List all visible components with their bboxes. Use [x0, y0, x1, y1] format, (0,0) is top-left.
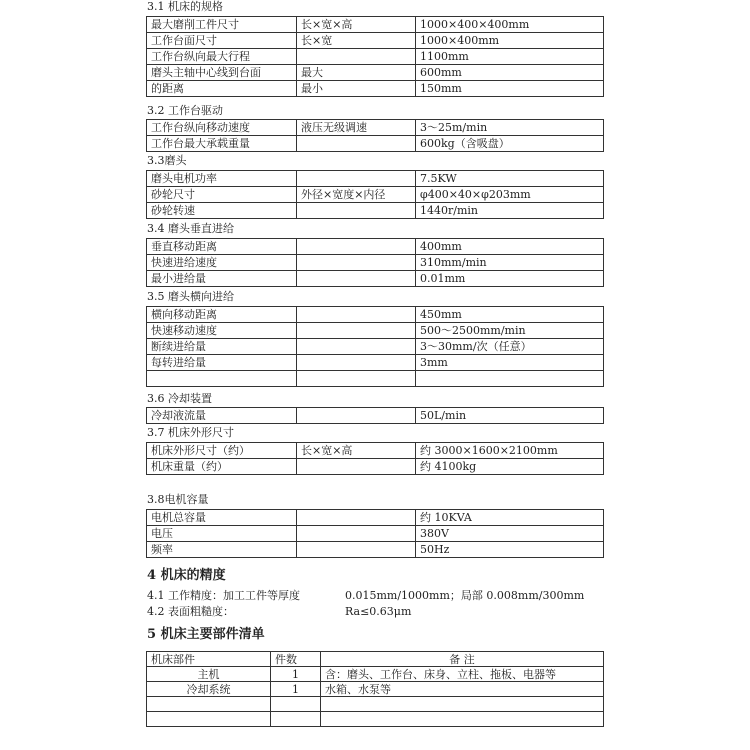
table-row [147, 136, 604, 152]
param-value: 400mm [416, 239, 604, 255]
param-condition: 外径×宽度×内径 [297, 187, 416, 203]
spec-table-3-1 [146, 16, 604, 97]
param-value: 约 4100kg [416, 459, 604, 475]
table-row [147, 271, 604, 287]
table-row [147, 120, 604, 136]
table-row [147, 459, 604, 475]
param-value: 450mm [416, 307, 604, 323]
param-value: 50Hz [416, 542, 604, 558]
component-name [147, 697, 271, 712]
section-3-2-title: 3.2 工作台驱动 [147, 104, 223, 117]
precision-line-4-2 [147, 605, 412, 619]
param-condition [297, 339, 416, 355]
param-name: 电压 [147, 526, 297, 542]
param-condition [297, 459, 416, 475]
table-row [147, 408, 604, 424]
component-remarks: 水箱、水泵等 [321, 682, 604, 697]
roughness-value: Ra≤0.63μm [345, 605, 412, 618]
param-name: 最小进给量 [147, 271, 297, 287]
param-value: 500～2500mm/min [416, 323, 604, 339]
table-row [147, 203, 604, 219]
table-row [147, 171, 604, 187]
component-quantity: 1 [271, 667, 321, 682]
param-name: 磨头主轴中心线到台面 [147, 65, 297, 81]
param-condition [297, 542, 416, 558]
param-value: φ400×40×φ203mm [416, 187, 604, 203]
component-remarks: 含：磨头、工作台、床身、立柱、拖板、电器等 [321, 667, 604, 682]
table-row [147, 682, 604, 697]
section-3-3-title: 3.3磨头 [147, 154, 187, 167]
component-name: 冷却系统 [147, 682, 271, 697]
component-quantity [271, 712, 321, 727]
param-name: 最大磨削工件尺寸 [147, 17, 297, 33]
table-row [147, 339, 604, 355]
table-row [147, 526, 604, 542]
param-value: 3～25m/min [416, 120, 604, 136]
param-condition [297, 203, 416, 219]
param-name: 电机总容量 [147, 510, 297, 526]
param-name: 工作台纵向最大行程 [147, 49, 297, 65]
section-3-1-title: 3.1 机床的规格 [147, 0, 223, 13]
precision-line-4-1 [147, 589, 585, 603]
param-value: 约 10KVA [416, 510, 604, 526]
param-name: 机床重量（约） [147, 459, 297, 475]
param-value: 380V [416, 526, 604, 542]
param-name: 快速移动速度 [147, 323, 297, 339]
param-value: 3～30mm/次（任意） [416, 339, 604, 355]
spec-table-3-8 [146, 509, 604, 558]
param-value: 1000×400×400mm [416, 17, 604, 33]
table-row [147, 667, 604, 682]
param-value: 310mm/min [416, 255, 604, 271]
param-condition [297, 49, 416, 65]
param-value: 0.01mm [416, 271, 604, 287]
param-name: 每转进给量 [147, 355, 297, 371]
param-name: 工作台面尺寸 [147, 33, 297, 49]
param-condition [297, 355, 416, 371]
table-row [147, 65, 604, 81]
table-row [147, 510, 604, 526]
param-name: 磨头电机功率 [147, 171, 297, 187]
header-remarks: 备 注 [321, 652, 604, 667]
param-name: 横向移动距离 [147, 307, 297, 323]
param-condition [297, 239, 416, 255]
param-name: 频率 [147, 542, 297, 558]
section-3-8-title: 3.8电机容量 [147, 493, 209, 506]
param-name: 冷却液流量 [147, 408, 297, 424]
param-name: 工作台最大承载重量 [147, 136, 297, 152]
param-value: 600mm [416, 65, 604, 81]
param-name: 的距离 [147, 81, 297, 97]
param-condition [297, 526, 416, 542]
param-condition: 液压无级调速 [297, 120, 416, 136]
table-row [147, 542, 604, 558]
param-value: 1440r/min [416, 203, 604, 219]
section-5-heading: 5 机床主要部件清单 [147, 627, 265, 642]
param-condition: 长×宽 [297, 33, 416, 49]
param-value: 1000×400mm [416, 33, 604, 49]
header-component: 机床部件 [147, 652, 271, 667]
param-name [147, 371, 297, 387]
param-condition [297, 271, 416, 287]
component-quantity: 1 [271, 682, 321, 697]
component-quantity [271, 697, 321, 712]
component-remarks [321, 712, 604, 727]
param-condition [297, 255, 416, 271]
header-quantity: 件数 [271, 652, 321, 667]
spec-table-3-5 [146, 306, 604, 387]
spec-table-3-2 [146, 119, 604, 152]
param-name: 快速进给速度 [147, 255, 297, 271]
param-value: 7.5KW [416, 171, 604, 187]
param-condition: 长×宽×高 [297, 443, 416, 459]
table-row [147, 239, 604, 255]
param-value: 约 3000×1600×2100mm [416, 443, 604, 459]
spec-table-3-7 [146, 442, 604, 475]
table-row [147, 443, 604, 459]
roughness-label: 4.2 表面粗糙度： [147, 605, 234, 618]
param-value: 600kg（含吸盘） [416, 136, 604, 152]
component-name: 主机 [147, 667, 271, 682]
param-value [416, 371, 604, 387]
spec-table-3-3 [146, 170, 604, 219]
param-condition: 长×宽×高 [297, 17, 416, 33]
table-row [147, 323, 604, 339]
param-value: 1100mm [416, 49, 604, 65]
table-row [147, 355, 604, 371]
table-row [147, 49, 604, 65]
component-remarks [321, 697, 604, 712]
param-condition [297, 408, 416, 424]
param-name: 砂轮尺寸 [147, 187, 297, 203]
section-3-7-title: 3.7 机床外形尺寸 [147, 426, 234, 439]
component-name [147, 712, 271, 727]
param-name: 砂轮转速 [147, 203, 297, 219]
param-name: 断续进给量 [147, 339, 297, 355]
param-name: 垂直移动距离 [147, 239, 297, 255]
parts-list-table [146, 651, 604, 727]
table-row [147, 307, 604, 323]
param-condition: 最小 [297, 81, 416, 97]
param-condition [297, 371, 416, 387]
table-row [147, 17, 604, 33]
section-3-4-title: 3.4 磨头垂直进给 [147, 222, 234, 235]
spec-table-3-4 [146, 238, 604, 287]
table-row-empty [147, 697, 604, 712]
param-value: 3mm [416, 355, 604, 371]
section-3-6-title: 3.6 冷却装置 [147, 392, 212, 405]
param-value: 50L/min [416, 408, 604, 424]
spec-table-3-6 [146, 407, 604, 424]
table-row-empty [147, 371, 604, 387]
param-condition [297, 307, 416, 323]
param-condition: 最大 [297, 65, 416, 81]
param-condition [297, 171, 416, 187]
section-4-heading: 4 机床的精度 [147, 568, 226, 583]
precision-value: 0.015mm/1000mm；局部 0.008mm/300mm [345, 589, 585, 602]
param-value: 150mm [416, 81, 604, 97]
param-name: 工作台纵向移动速度 [147, 120, 297, 136]
table-row [147, 81, 604, 97]
table-row [147, 187, 604, 203]
table-header-row [147, 652, 604, 667]
section-3-5-title: 3.5 磨头横向进给 [147, 290, 234, 303]
precision-label: 4.1 工作精度：加工工件等厚度 [147, 589, 300, 602]
param-condition [297, 323, 416, 339]
table-row [147, 255, 604, 271]
param-name: 机床外形尺寸（约） [147, 443, 297, 459]
table-row [147, 33, 604, 49]
table-row-empty [147, 712, 604, 727]
param-condition [297, 510, 416, 526]
param-condition [297, 136, 416, 152]
